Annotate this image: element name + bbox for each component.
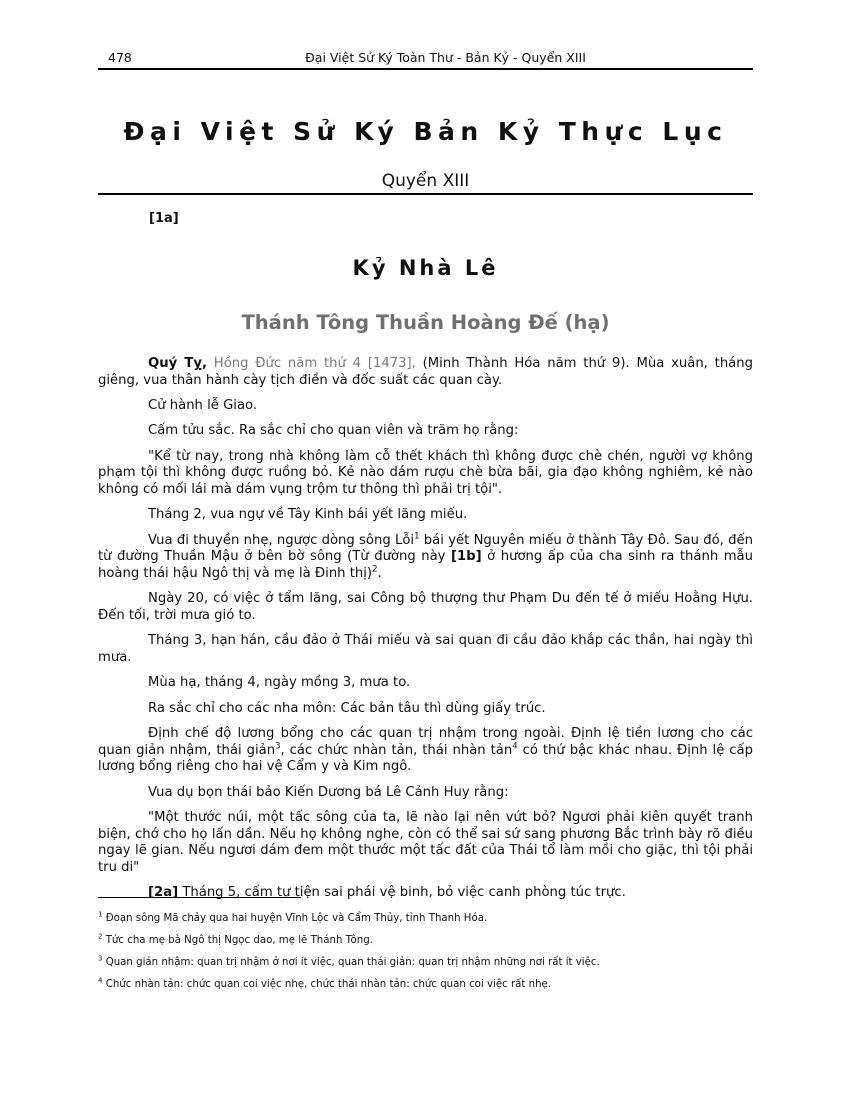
running-title: Đại Việt Sử Ký Toàn Thư - Bản Kỷ - Quyển XIII [305,50,586,65]
paragraph-6-text-a: Vua đi thuyền nhẹ, ngược dòng sông Lỗi [148,532,415,548]
paragraph-3: Cấm tửu sắc. Ra sắc chỉ cho quan viên và trăm họ rằng: [148,423,519,439]
footnote-number: 3 [98,954,103,963]
page-number: 478 [108,50,132,65]
volume-subtitle: Quyển XIII [381,171,470,191]
section-heading: Thánh Tông Thuần Hoàng Đế (hạ) [241,311,610,334]
footnote-number: 4 [98,976,103,985]
footnotes [98,912,753,1000]
chapter-heading: Kỷ Nhà Lê [352,256,499,280]
paragraph-6-text-b: bái yết Nguyên miếu ở thành Tây Đô. Sau đó, đến từ đường Thuần Mậu ở bên bờ sông (Từ đường này [98,532,754,565]
paragraph-8: Tháng 3, hạn hán, cầu đảo ở Thái miếu và sai quan đi cầu đảo khắp các thần, hai ngày thì mưa. [98,633,753,665]
paragraph-14-text: Tháng 5, cấm tự tiện sai phái vệ binh, bỏ việc canh phòng túc trực. [178,885,626,901]
paragraph-13: "Một thước núi, một tấc sông của ta, lẽ nào lại nên vứt bỏ? Ngươi phải kiên quyết tranh biện, chớ cho họ lấn dần. Nếu họ không nghe, còn có thể sai sứ sang phương Bắc trình bày rõ điều ngay lẽ gian. Nếu ngươi dám đem một thước một tấc đất của Thái tổ làm mồi cho giặc, thì tội phải tru di" [98,810,753,875]
footnote-ref-1: 1 [414,531,420,542]
paragraph-9: Mùa hạ, tháng 4, ngày mồng 3, mưa to. [148,675,411,691]
running-header [98,49,753,67]
footnote-text: Quan giản nhậm: quan trị nhậm ở nơi ít việc, quan thái giản: quan trị nhậm những nơi rất ít việc. [102,957,600,968]
paragraph-11-text-c: có thứ bậc khác nhau. Định lệ cấp lương bổng riêng cho hai vệ Cẩm y và Kim ngô. [98,742,753,775]
footnote-1 [98,912,753,925]
year-label: Quý Tỵ, [148,356,207,371]
paragraph-6-text-c: ở hương ấp của cha sinh ra thánh mẫu hoàng thái hậu Ngô thị và mẹ là Đinh thị) [98,549,753,581]
paragraph-4: "Kể từ nay, trong nhà không làm cỗ thết khách thì không được chè chén, người vợ không phạm tội thì không được ruồng bỏ. Kẻ nào dám rượu chè bừa bãi, gia đạo không nghiêm, kẻ nào không có mối lái mà dám vụng trộm tư thông thì phải trị tội". [98,448,753,497]
footnote-3 [98,956,753,969]
paragraph-11-text-a: Định chế độ lương bổng cho các quan trị nhậm trong ngoài. Định lệ tiền lương cho các quan giản nhậm, thái giản [98,726,753,758]
header-rule [98,68,753,70]
paragraph-12: Vua dụ bọn thái bảo Kiến Dương bá Lê Cảnh Huy rằng: [148,784,509,800]
paragraph-1 [98,356,753,389]
folio-marker-1b: [1b] [451,549,482,565]
paragraph-11 [98,726,753,776]
footnote-number: 1 [98,910,103,919]
paragraph-5: Tháng 2, vua ngự về Tây Kinh bái yết lăng miếu. [148,507,468,523]
footnote-4 [98,978,753,991]
folio-marker-1a: [1a] [149,211,179,226]
body-text [98,356,753,911]
footnote-ref-4: 4 [512,741,518,752]
footnote-text: Đoạn sông Mã chảy qua hai huyện Vĩnh Lộc và Cẩm Thủy, tỉnh Thanh Hóa. [102,913,488,924]
era-label: Hồng Đức năm thứ 4 [1473], [213,356,416,371]
footnote-number: 2 [98,932,103,941]
footnote-text: Tức cha mẹ bà Ngô thị Ngọc dao, mẹ lẽ Thánh Tông. [102,935,373,946]
footnote-2 [98,934,753,947]
paragraph-2: Cử hành lễ Giao. [148,397,258,413]
paragraph-7: Ngày 20, có việc ở tẩm lăng, sai Công bộ thượng thư Phạm Du đến tế ở miếu Hoằng Hựu. Đến tối, trời mưa gió to. [98,591,753,623]
paragraph-1-text: (Minh Thành Hóa năm thứ 9). Mùa xuân, tháng giêng, vua thân hành cày tịch điền và đốc suất các quan cày. [98,356,753,388]
paragraph-11-text-b: , các chức nhàn tản, thái nhàn tản [280,742,513,758]
footnote-ref-3: 3 [275,741,281,752]
paragraph-6 [98,533,753,583]
paragraph-14 [98,885,753,902]
paragraph-6-text-d: . [377,565,382,581]
footnote-rule [98,897,301,898]
footnote-text: Chức nhàn tản: chức quan coi việc nhẹ, chức thái nhàn tản: chức quan coi việc rất nhẹ. [102,979,552,990]
paragraph-10: Ra sắc chỉ cho các nha môn: Các bản tâu thì dùng giấy trúc. [148,700,546,716]
footnote-ref-2: 2 [372,564,378,575]
folio-marker-2a: [2a] [148,885,179,901]
title-rule [98,193,753,195]
book-title: Đại Việt Sử Ký Bản Kỷ Thực Lục [123,117,728,146]
